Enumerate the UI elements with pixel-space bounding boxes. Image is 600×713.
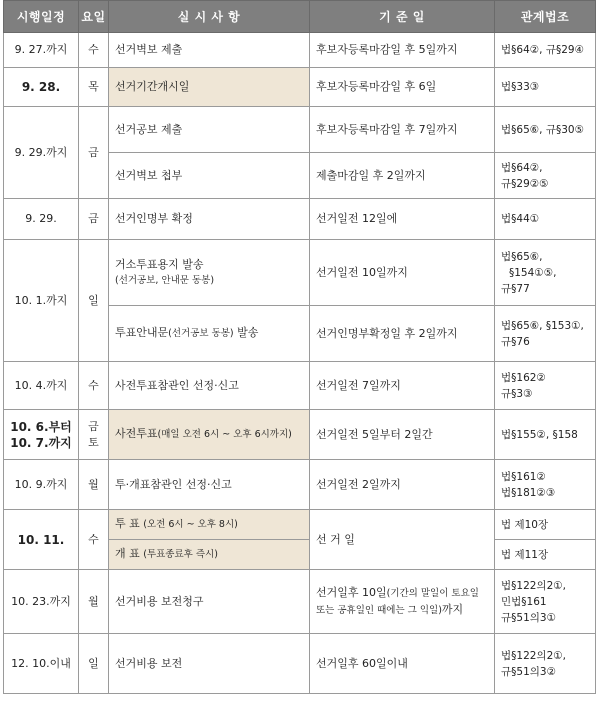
standard-cell: 후보자등록마감일 후 7일까지 (310, 107, 495, 153)
table-row (4, 460, 596, 510)
table-row (4, 410, 596, 460)
weekday: 수 (79, 510, 109, 570)
weekday: 금 (79, 107, 109, 199)
action-cell: 선거비용 보전청구 (109, 570, 310, 634)
schedule-date: 9. 29.까지 (4, 107, 79, 199)
weekday: 금 (79, 199, 109, 240)
standard-cell: 선거일후 60일이내 (310, 634, 495, 694)
law-cell (495, 240, 596, 306)
law-line: 법§122의2①, (501, 649, 567, 662)
weekday: 월 (79, 570, 109, 634)
standard-cell: 후보자등록마감일 후 6일 (310, 68, 495, 107)
standard-cell: 선거일전 5일부터 2일간 (310, 410, 495, 460)
table-row (4, 570, 596, 634)
law-line: 법§181②③ (501, 486, 556, 499)
weekday: 목 (79, 68, 109, 107)
law-line: 법§162② (501, 371, 546, 384)
law-cell (495, 460, 596, 510)
law-cell: 법§65⑥, 규§30⑤ (495, 107, 596, 153)
action-cell: 선거비용 보전 (109, 634, 310, 694)
law-cell: 법§155②, §158 (495, 410, 596, 460)
law-cell (495, 306, 596, 362)
action-note: (투표종료후 즉시) (143, 549, 218, 560)
header-schedule: 시행일정 (4, 1, 79, 33)
schedule-date: 9. 27.까지 (4, 33, 79, 68)
weekday: 일 (79, 240, 109, 362)
action-cell: 투·개표참관인 선정·신고 (109, 460, 310, 510)
action-cell: 선거벽보 첩부 (109, 153, 310, 199)
action-note: (선거공보 동봉) (168, 328, 234, 339)
date-line: 10. 7.까지 (10, 435, 72, 450)
law-line: 법§65⑥, §153①, (501, 319, 584, 332)
law-cell: 법 제10장 (495, 510, 596, 540)
action-note: (선거공보, 안내문 동봉) (115, 274, 215, 286)
header-row (4, 1, 596, 33)
table-row (4, 68, 596, 107)
header-standard: 기 준 일 (310, 1, 495, 33)
standard-cell: 선거일전 2일까지 (310, 460, 495, 510)
table-row (4, 240, 596, 306)
action-cell: 선거인명부 확정 (109, 199, 310, 240)
standard-cell: 선거인명부확정일 후 2일까지 (310, 306, 495, 362)
standard-cell: 선거일전 12일에 (310, 199, 495, 240)
weekday: 수 (79, 33, 109, 68)
law-line: 규§77 (501, 282, 530, 295)
standard-cell: 선거일전 10일까지 (310, 240, 495, 306)
action-title: 거소투표용지 발송 (115, 257, 204, 271)
action-cell (109, 306, 310, 362)
action-note: (매일 오전 6시 ~ 오후 6시까지) (157, 429, 292, 440)
action-cell (109, 510, 310, 540)
standard-line (316, 585, 488, 602)
election-schedule-table (3, 0, 596, 694)
action-title: 사전투표 (115, 427, 158, 440)
law-line: 법§122의2①, (501, 579, 567, 592)
table-row (4, 634, 596, 694)
law-line: 법§65⑥, (501, 250, 543, 263)
action-tail: 발송 (233, 326, 259, 339)
standard-note: 또는 공휴일인 때에는 그 익일) (316, 604, 442, 616)
table-row (4, 362, 596, 410)
schedule-date: 9. 28. (4, 68, 79, 107)
law-line: 규§29②⑤ (501, 177, 549, 190)
action-cell (109, 540, 310, 570)
action-cell: 선거기간개시일 (109, 68, 310, 107)
action-cell (109, 410, 310, 460)
law-line: 법§64②, (501, 161, 543, 174)
standard-line (316, 602, 488, 619)
action-title: 개 표 (115, 547, 140, 560)
weekday-line: 금 (88, 419, 99, 433)
standard-cell: 후보자등록마감일 후 5일까지 (310, 33, 495, 68)
schedule-date: 12. 10.이내 (4, 634, 79, 694)
law-cell: 법§44① (495, 199, 596, 240)
weekday (79, 410, 109, 460)
schedule-date: 10. 1.까지 (4, 240, 79, 362)
weekday: 월 (79, 460, 109, 510)
schedule-date: 9. 29. (4, 199, 79, 240)
law-line: 규§3③ (501, 387, 533, 400)
schedule-date: 10. 23.까지 (4, 570, 79, 634)
law-line: 규§76 (501, 335, 530, 348)
law-cell (495, 634, 596, 694)
header-law: 관계법조 (495, 1, 596, 33)
standard-cell (310, 570, 495, 634)
law-cell: 법 제11장 (495, 540, 596, 570)
standard-text: 까지 (441, 602, 464, 616)
weekday: 일 (79, 634, 109, 694)
schedule-date: 10. 9.까지 (4, 460, 79, 510)
standard-cell: 제출마감일 후 2일까지 (310, 153, 495, 199)
law-line: 규§51의3① (501, 611, 556, 624)
schedule-date (4, 410, 79, 460)
standard-cell: 선거일전 7일까지 (310, 362, 495, 410)
table-row (4, 199, 596, 240)
action-cell: 선거벽보 제출 (109, 33, 310, 68)
standard-note: (기간의 말일이 토요일 (386, 587, 479, 599)
header-action: 실 시 사 항 (109, 1, 310, 33)
standard-text: 선거일후 10일 (316, 585, 387, 599)
schedule-date: 10. 11. (4, 510, 79, 570)
action-cell: 사전투표참관인 선정·신고 (109, 362, 310, 410)
standard-cell: 선 거 일 (310, 510, 495, 570)
action-note: (오전 6시 ~ 오후 8시) (143, 519, 238, 530)
law-cell (495, 362, 596, 410)
law-line: 규§51의3② (501, 665, 556, 678)
law-cell: 법§33③ (495, 68, 596, 107)
action-title: 투표안내문 (115, 326, 169, 339)
law-cell: 법§64②, 규§29④ (495, 33, 596, 68)
table-row (4, 510, 596, 540)
law-cell (495, 153, 596, 199)
action-cell: 선거공보 제출 (109, 107, 310, 153)
weekday-line: 토 (88, 435, 99, 449)
table-row (4, 33, 596, 68)
action-cell (109, 240, 310, 306)
weekday: 수 (79, 362, 109, 410)
law-line: 법§161② (501, 470, 546, 483)
law-cell (495, 570, 596, 634)
schedule-date: 10. 4.까지 (4, 362, 79, 410)
law-line: §154①⑤, (509, 266, 557, 279)
table-row (4, 107, 596, 153)
action-title: 투 표 (115, 517, 140, 530)
header-day: 요일 (79, 1, 109, 33)
law-line: 민법§161 (501, 595, 547, 608)
date-line: 10. 6.부터 (10, 419, 72, 434)
